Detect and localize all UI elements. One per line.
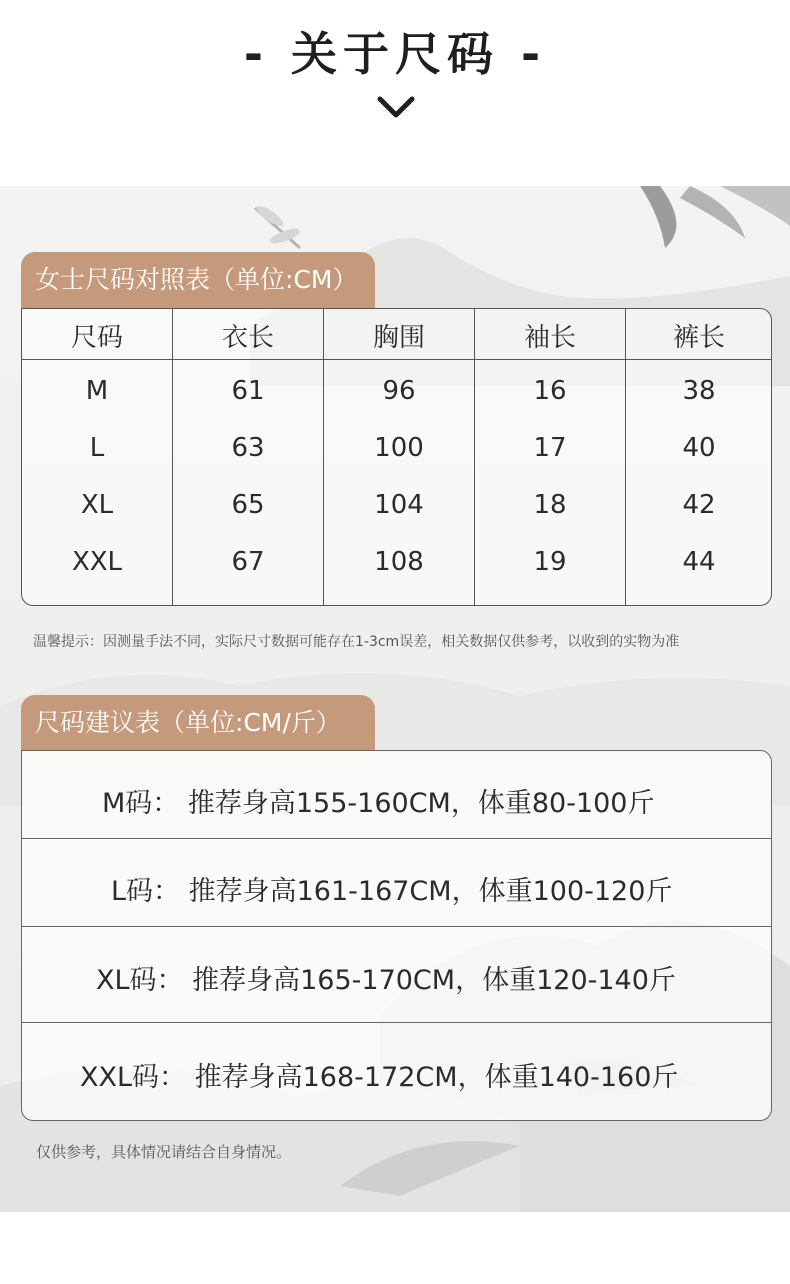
column-header-sleeve: 袖长 [523,323,576,353]
size-advice-table [21,750,772,1121]
advice-row [22,1023,771,1121]
table-cell: 104 [374,490,424,520]
table-cell: 100 [374,433,424,463]
advice-row [22,839,771,927]
advice-row [22,927,771,1023]
table-cell: 108 [374,547,424,577]
table-cell: 16 [533,376,567,406]
size-table-tab: 女士尺码对照表（单位:CM） [21,252,375,308]
table-cell: M [85,376,109,406]
table-cell: XL [80,490,114,520]
advice-row-text: XL码： 推荐身高165-170CM，体重120-140斤 [96,965,676,996]
measurement-note: 温馨提示：因测量手法不同，实际尺寸数据可能存在1-3cm误差，相关数据仅供参考，以收到的实物为准 [33,634,680,650]
table-cell: 67 [231,547,265,577]
size-chart-table [21,308,772,606]
page-header [0,0,790,186]
column-header-length: 衣长 [221,323,274,353]
chevron-down-icon [377,96,415,120]
table-cell: 96 [382,376,416,406]
column-header-pants: 裤长 [672,323,725,353]
advice-note: 仅供参考，具体情况请结合自身情况。 [36,1143,292,1161]
table-cell: L [89,433,105,463]
table-cell: 18 [533,490,567,520]
table-cell: 40 [682,433,716,463]
advice-row-text: M码： 推荐身高155-160CM，体重80-100斤 [102,788,655,819]
table-cell: 38 [682,376,716,406]
table-cell: 63 [231,433,265,463]
column-header-chest: 胸围 [372,323,425,353]
advice-table-tab: 尺码建议表（单位:CM/斤） [21,695,375,751]
table-cell: XXL [71,547,123,577]
table-cell: 44 [682,547,716,577]
column-header-size: 尺码 [70,323,123,353]
table-cell: 61 [231,376,265,406]
table-cell: 19 [533,547,567,577]
advice-row-text: L码： 推荐身高161-167CM，体重100-120斤 [111,876,673,907]
table-cell: 17 [533,433,567,463]
table-cell: 65 [231,490,265,520]
page-title: - 关于尺码 - [243,27,547,81]
table-cell: 42 [682,490,716,520]
advice-row [22,751,771,839]
advice-row-text: XXL码： 推荐身高168-172CM，体重140-160斤 [80,1062,679,1093]
